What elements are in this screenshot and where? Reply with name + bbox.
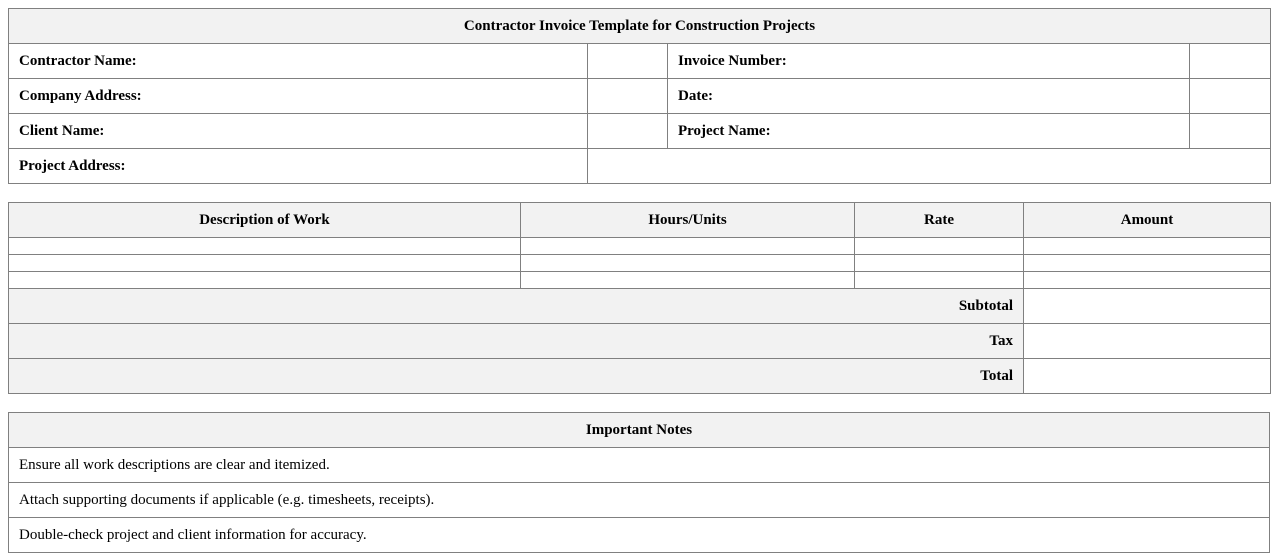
client-name-label: Client Name: xyxy=(9,114,588,149)
company-address-field[interactable] xyxy=(588,79,668,114)
hours-units-cell[interactable] xyxy=(521,272,855,289)
project-name-label: Project Name: xyxy=(668,114,1190,149)
invoice-number-field[interactable] xyxy=(1190,44,1271,79)
column-header-amount: Amount xyxy=(1024,203,1271,238)
client-name-field[interactable] xyxy=(588,114,668,149)
amount-cell[interactable] xyxy=(1024,255,1271,272)
date-field[interactable] xyxy=(1190,79,1271,114)
invoice-number-label: Invoice Number: xyxy=(668,44,1190,79)
column-header-description: Description of Work xyxy=(9,203,521,238)
project-address-field[interactable] xyxy=(588,149,1271,184)
total-value-field[interactable] xyxy=(1024,359,1271,394)
rate-cell[interactable] xyxy=(855,255,1024,272)
rate-cell[interactable] xyxy=(855,238,1024,255)
project-address-label: Project Address: xyxy=(9,149,588,184)
total-label: Total xyxy=(9,359,1024,394)
table-row xyxy=(9,272,1271,289)
subtotal-value-field[interactable] xyxy=(1024,289,1271,324)
tax-value-field[interactable] xyxy=(1024,324,1271,359)
description-cell[interactable] xyxy=(9,238,521,255)
rate-cell[interactable] xyxy=(855,272,1024,289)
amount-cell[interactable] xyxy=(1024,272,1271,289)
amount-cell[interactable] xyxy=(1024,238,1271,255)
project-name-field[interactable] xyxy=(1190,114,1271,149)
tax-label: Tax xyxy=(9,324,1024,359)
line-items-table xyxy=(8,202,1271,394)
note-item: Ensure all work descriptions are clear and itemized. xyxy=(9,448,1270,483)
company-address-label: Company Address: xyxy=(9,79,588,114)
contractor-name-label: Contractor Name: xyxy=(9,44,588,79)
note-item: Attach supporting documents if applicable (e.g. timesheets, receipts). xyxy=(9,483,1270,518)
description-cell[interactable] xyxy=(9,272,521,289)
date-label: Date: xyxy=(668,79,1190,114)
table-row xyxy=(9,255,1271,272)
important-notes-table xyxy=(8,412,1270,553)
notes-title: Important Notes xyxy=(9,413,1270,448)
column-header-hours-units: Hours/Units xyxy=(521,203,855,238)
column-header-rate: Rate xyxy=(855,203,1024,238)
description-cell[interactable] xyxy=(9,255,521,272)
invoice-title: Contractor Invoice Template for Construction Projects xyxy=(9,9,1271,44)
invoice-info-table xyxy=(8,8,1271,184)
contractor-name-field[interactable] xyxy=(588,44,668,79)
hours-units-cell[interactable] xyxy=(521,238,855,255)
note-item: Double-check project and client information for accuracy. xyxy=(9,518,1270,553)
table-row xyxy=(9,238,1271,255)
subtotal-label: Subtotal xyxy=(9,289,1024,324)
hours-units-cell[interactable] xyxy=(521,255,855,272)
